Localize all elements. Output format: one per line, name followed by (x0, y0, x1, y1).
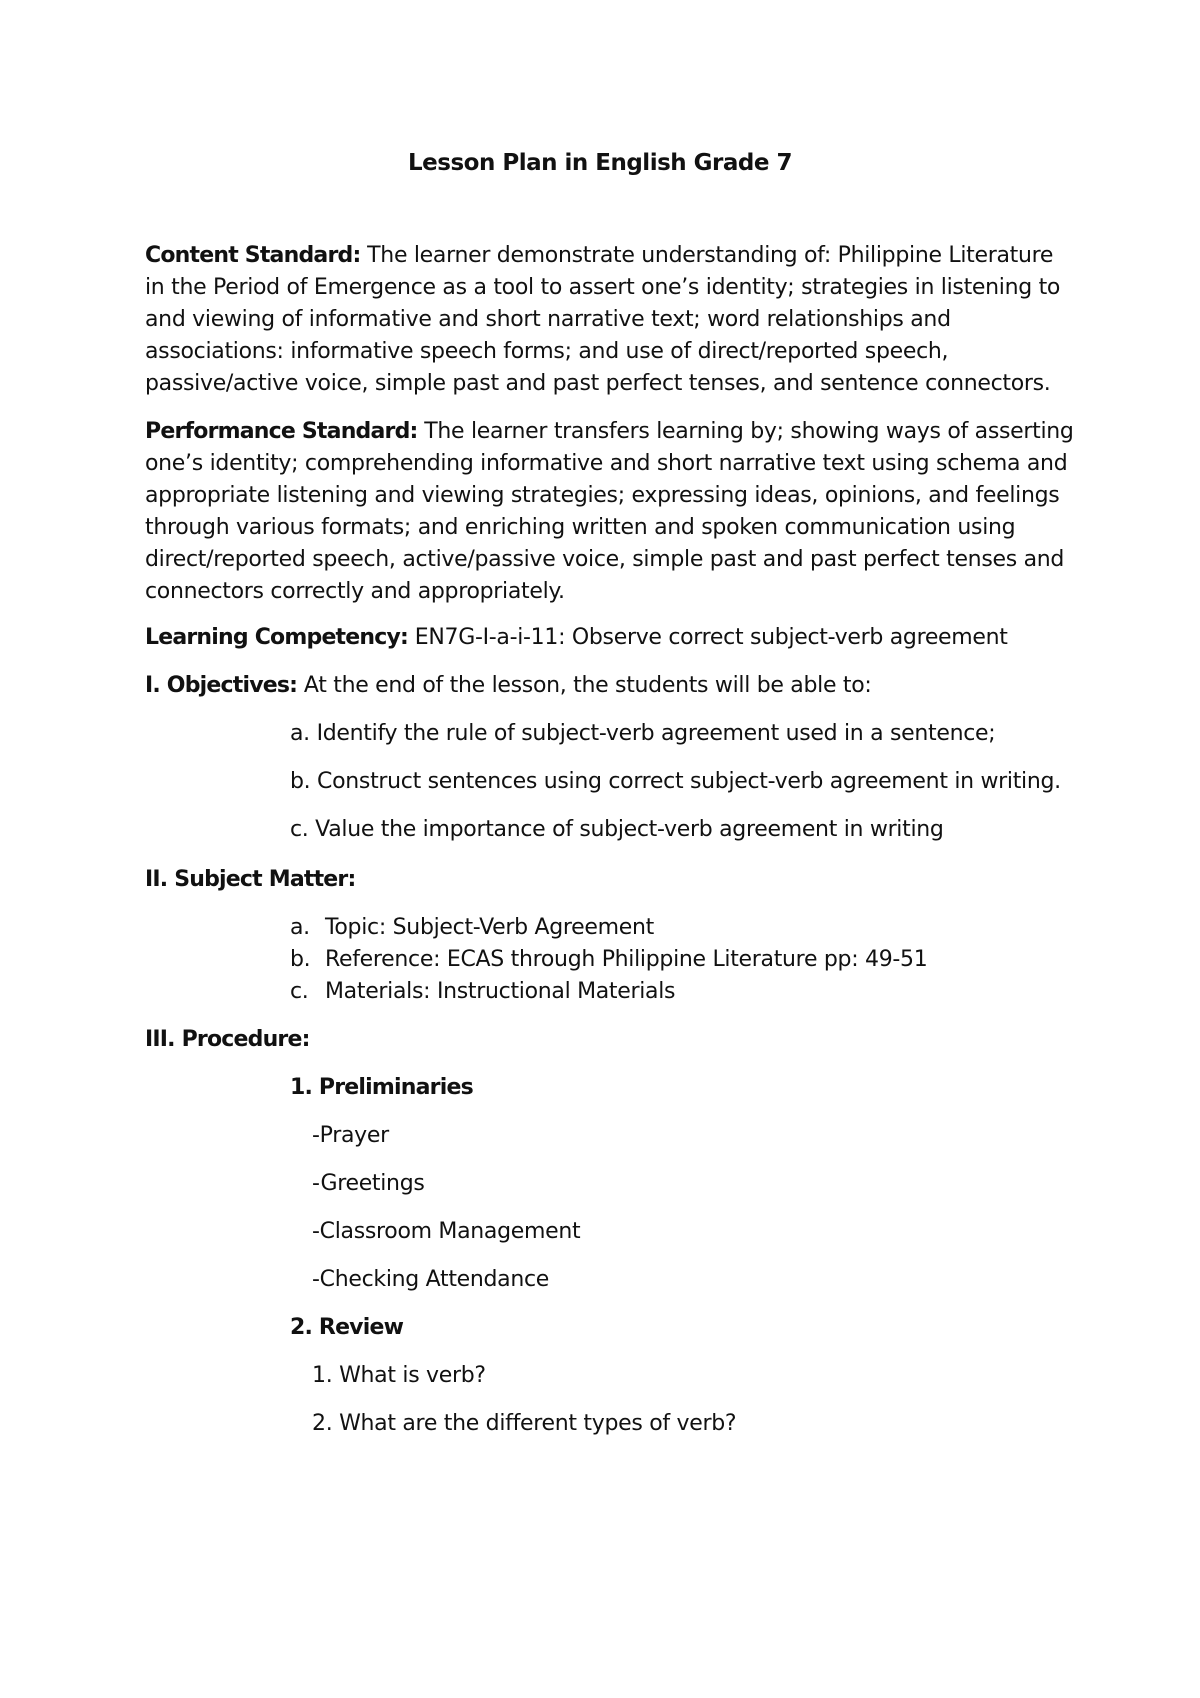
preliminaries-item: -Greetings (312, 1171, 425, 1196)
learning-competency-text: EN7G-I-a-i-11: Observe correct subject-verb agreement (408, 625, 1008, 650)
subject-matter-marker: c. (290, 979, 309, 1004)
preliminaries-heading: 1. Preliminaries (290, 1075, 473, 1100)
subject-matter-heading: II. Subject Matter: (145, 867, 356, 892)
performance-standard-text: The learner transfers learning by; showing ways of asserting one’s identity; comprehending informative and short narrative text using schema and appropriate listening and viewing strategies; expressing ideas, opinions, and feelings through various formats; and enriching written and spoken communication using direct/reported speech, active/passive voice, simple past and past perfect tenses and connectors correctly and appropriately. (145, 419, 1074, 604)
review-item: 1. What is verb? (312, 1363, 486, 1388)
document-title: Lesson Plan in English Grade 7 (408, 150, 792, 176)
subject-matter-item: Reference: ECAS through Philippine Literature pp: 49-51 (325, 947, 928, 972)
learning-competency-label: Learning Competency: (145, 625, 409, 650)
performance-standard-paragraph (145, 416, 1075, 608)
performance-standard-label: Performance Standard: (145, 419, 418, 444)
review-item: 2. What are the different types of verb? (312, 1411, 737, 1436)
objectives-heading (145, 670, 872, 702)
learning-competency (145, 622, 1008, 654)
subject-matter-marker: a. (290, 915, 310, 940)
objectives-label: I. Objectives: (145, 673, 298, 698)
objective-item: a. Identify the rule of subject-verb agreement used in a sentence; (290, 721, 996, 746)
preliminaries-item: -Classroom Management (312, 1219, 581, 1244)
subject-matter-item: Materials: Instructional Materials (325, 979, 676, 1004)
objective-item: b. Construct sentences using correct subject-verb agreement in writing. (290, 769, 1061, 794)
objective-item: c. Value the importance of subject-verb agreement in writing (290, 817, 944, 842)
review-heading: 2. Review (290, 1315, 404, 1340)
content-standard-paragraph (145, 240, 1075, 400)
subject-matter-marker: b. (290, 947, 311, 972)
preliminaries-item: -Prayer (312, 1123, 389, 1148)
content-standard-text: The learner demonstrate understanding of: Philippine Literature in the Period of Emergence as a tool to assert one’s identity; strategies in listening to and viewing of informative and short narrative text; word relationships and associations: informative speech forms; and use of direct/reported speech, passive/active voice, simple past and past perfect tenses, and sentence connectors. (145, 243, 1061, 396)
objectives-text: At the end of the lesson, the students will be able to: (297, 673, 872, 698)
content-standard-label: Content Standard: (145, 243, 361, 268)
subject-matter-item: Topic: Subject-Verb Agreement (325, 915, 654, 940)
preliminaries-item: -Checking Attendance (312, 1267, 550, 1292)
procedure-heading: III. Procedure: (145, 1027, 310, 1052)
